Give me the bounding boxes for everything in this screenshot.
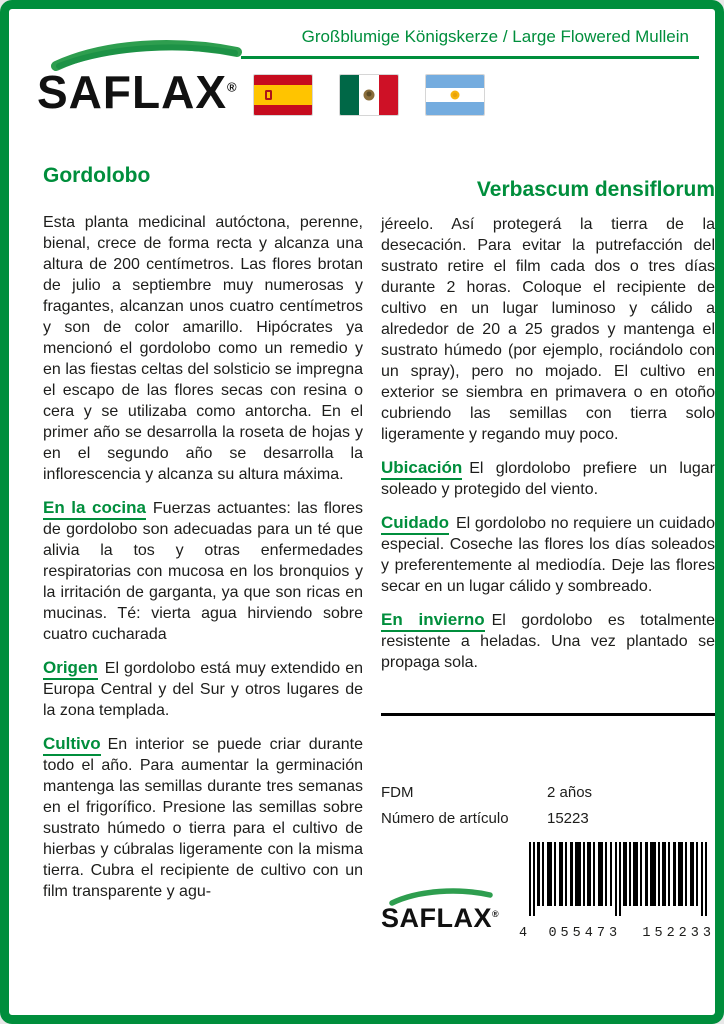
language-flags — [254, 75, 484, 115]
article-number-label: Número de artículo — [381, 810, 509, 827]
section-text: En interior se puede criar durante todo el año. Para aumentar la germinación mantenga las semillas durante tres semanas en el frigorífico. Presione las semillas sobre sustrato húmedo o tierra para el cultivo de hierbas y cúbralas ligeramente con la misma tierra. Cubra el recipiente de cultivo con un film transparente y agu- — [43, 736, 363, 900]
plant-name-title: Gordolobo — [43, 164, 151, 187]
continuation-paragraph — [381, 214, 715, 445]
section-heading: Ubicación — [381, 458, 462, 480]
footer-bottom — [381, 842, 715, 944]
section-paragraph — [381, 457, 715, 500]
registered-mark: ® — [492, 909, 500, 919]
section-heading: En invierno — [381, 610, 485, 632]
argentina-flag-icon — [426, 75, 484, 115]
botanical-name-title: Verbascum densiflorum — [476, 178, 715, 201]
header-divider — [241, 56, 699, 59]
footer-divider — [381, 713, 715, 716]
section-heading: Origen — [43, 658, 98, 680]
fdm-label: FDM — [381, 784, 414, 801]
barcode-digit-group: 4 — [519, 926, 528, 941]
left-text-column — [43, 165, 363, 914]
brand-name: SAFLAX® — [381, 903, 500, 933]
section-paragraph — [43, 497, 363, 645]
section-text: Fuerzas actuantes: las flores de gordolobo son adecuadas para un té que alivia la tos y otras enfermedades respiratorias con mucosa en los bronquios y la irritación de garganta, ya que son ricas en mucinas. Té: vierta agua hirviendo sobre cuatro cucharada — [43, 500, 363, 643]
section-heading: Cultivo — [43, 734, 101, 756]
brand-logo — [37, 39, 252, 118]
barcode-bars-icon — [519, 842, 715, 916]
section-text: El gordolobo no requiere un cuidado especial. Coseche las flores los días soleados y preferentemente al mediodía. Deje las flores secar en un lugar cálido y sombreado. — [381, 515, 715, 595]
brand-logo-small — [381, 888, 499, 944]
fdm-value: 2 años — [547, 784, 593, 801]
right-text-column — [381, 179, 715, 944]
article-number-value: 15223 — [547, 810, 589, 827]
barcode-digit-group: 055473 — [548, 926, 622, 941]
section-paragraph — [43, 733, 363, 902]
fdm-row — [381, 780, 715, 806]
barcode — [519, 842, 715, 944]
brand-name: SAFLAX® — [37, 66, 238, 118]
barcode-digit-group: 152233 — [642, 926, 715, 941]
barcode-digits — [519, 923, 715, 944]
section-text: El gordolobo está muy extendido en Europa Central y del Sur y otros lugares de la zona templada. — [43, 660, 363, 719]
section-heading: Cuidado — [381, 513, 449, 535]
section-heading: En la cocina — [43, 498, 146, 520]
species-common-names: Großblumige Königskerze / Large Flowered Mullein — [301, 27, 689, 46]
section-text: El gordolobo es totalmente resistente a heladas. Una vez plantado se propaga sola. — [381, 612, 715, 671]
continuation-text: jéreelo. Así protegerá la tierra de la desecación. Para evitar la putrefacción del sustrato retire el film cada dos o tres días durante 2 horas. Coloque el recipiente de cultivo en un lugar luminoso y cálido a alrededor de 20 a 25 grados y mantenga el sustrato húmedo (por ejemplo, rociándolo con un spray), pero no mojado. El cultivo en exterior se siembra en primavera o en otoño cubriendo las semillas con tierra solo ligeramente y regando muy poco. — [381, 216, 715, 443]
section-paragraph — [43, 657, 363, 721]
intro-paragraph — [43, 212, 363, 485]
article-number-row — [381, 806, 715, 832]
product-info — [381, 780, 715, 832]
section-text: El glordolobo prefiere un lugar soleado y protegido del viento. — [381, 460, 715, 498]
mexico-flag-icon — [340, 75, 398, 115]
registered-mark: ® — [227, 79, 238, 95]
section-paragraph — [381, 609, 715, 673]
section-paragraph — [381, 512, 715, 597]
spain-flag-icon — [254, 75, 312, 115]
intro-text: Esta planta medicinal autóctona, perenne, bienal, crece de forma recta y alcanza una altura de 200 centímetros. Las flores brotan de julio a septiembre muy numerosas y fragantes, alcanzan unos cuatro centímetros y son de color amarillo. Hipócrates ya mencionó el gordolobo como un remedio y en las fiestas celtas del solsticio se impregna el escapo de las flores secas con resina o cera y se utilizaba como antorcha. En el primer año se desarrolla la roseta de hojas y en el segundo año se desarrolla la inflorescencia y alcanza su altura máxima. — [43, 214, 363, 483]
